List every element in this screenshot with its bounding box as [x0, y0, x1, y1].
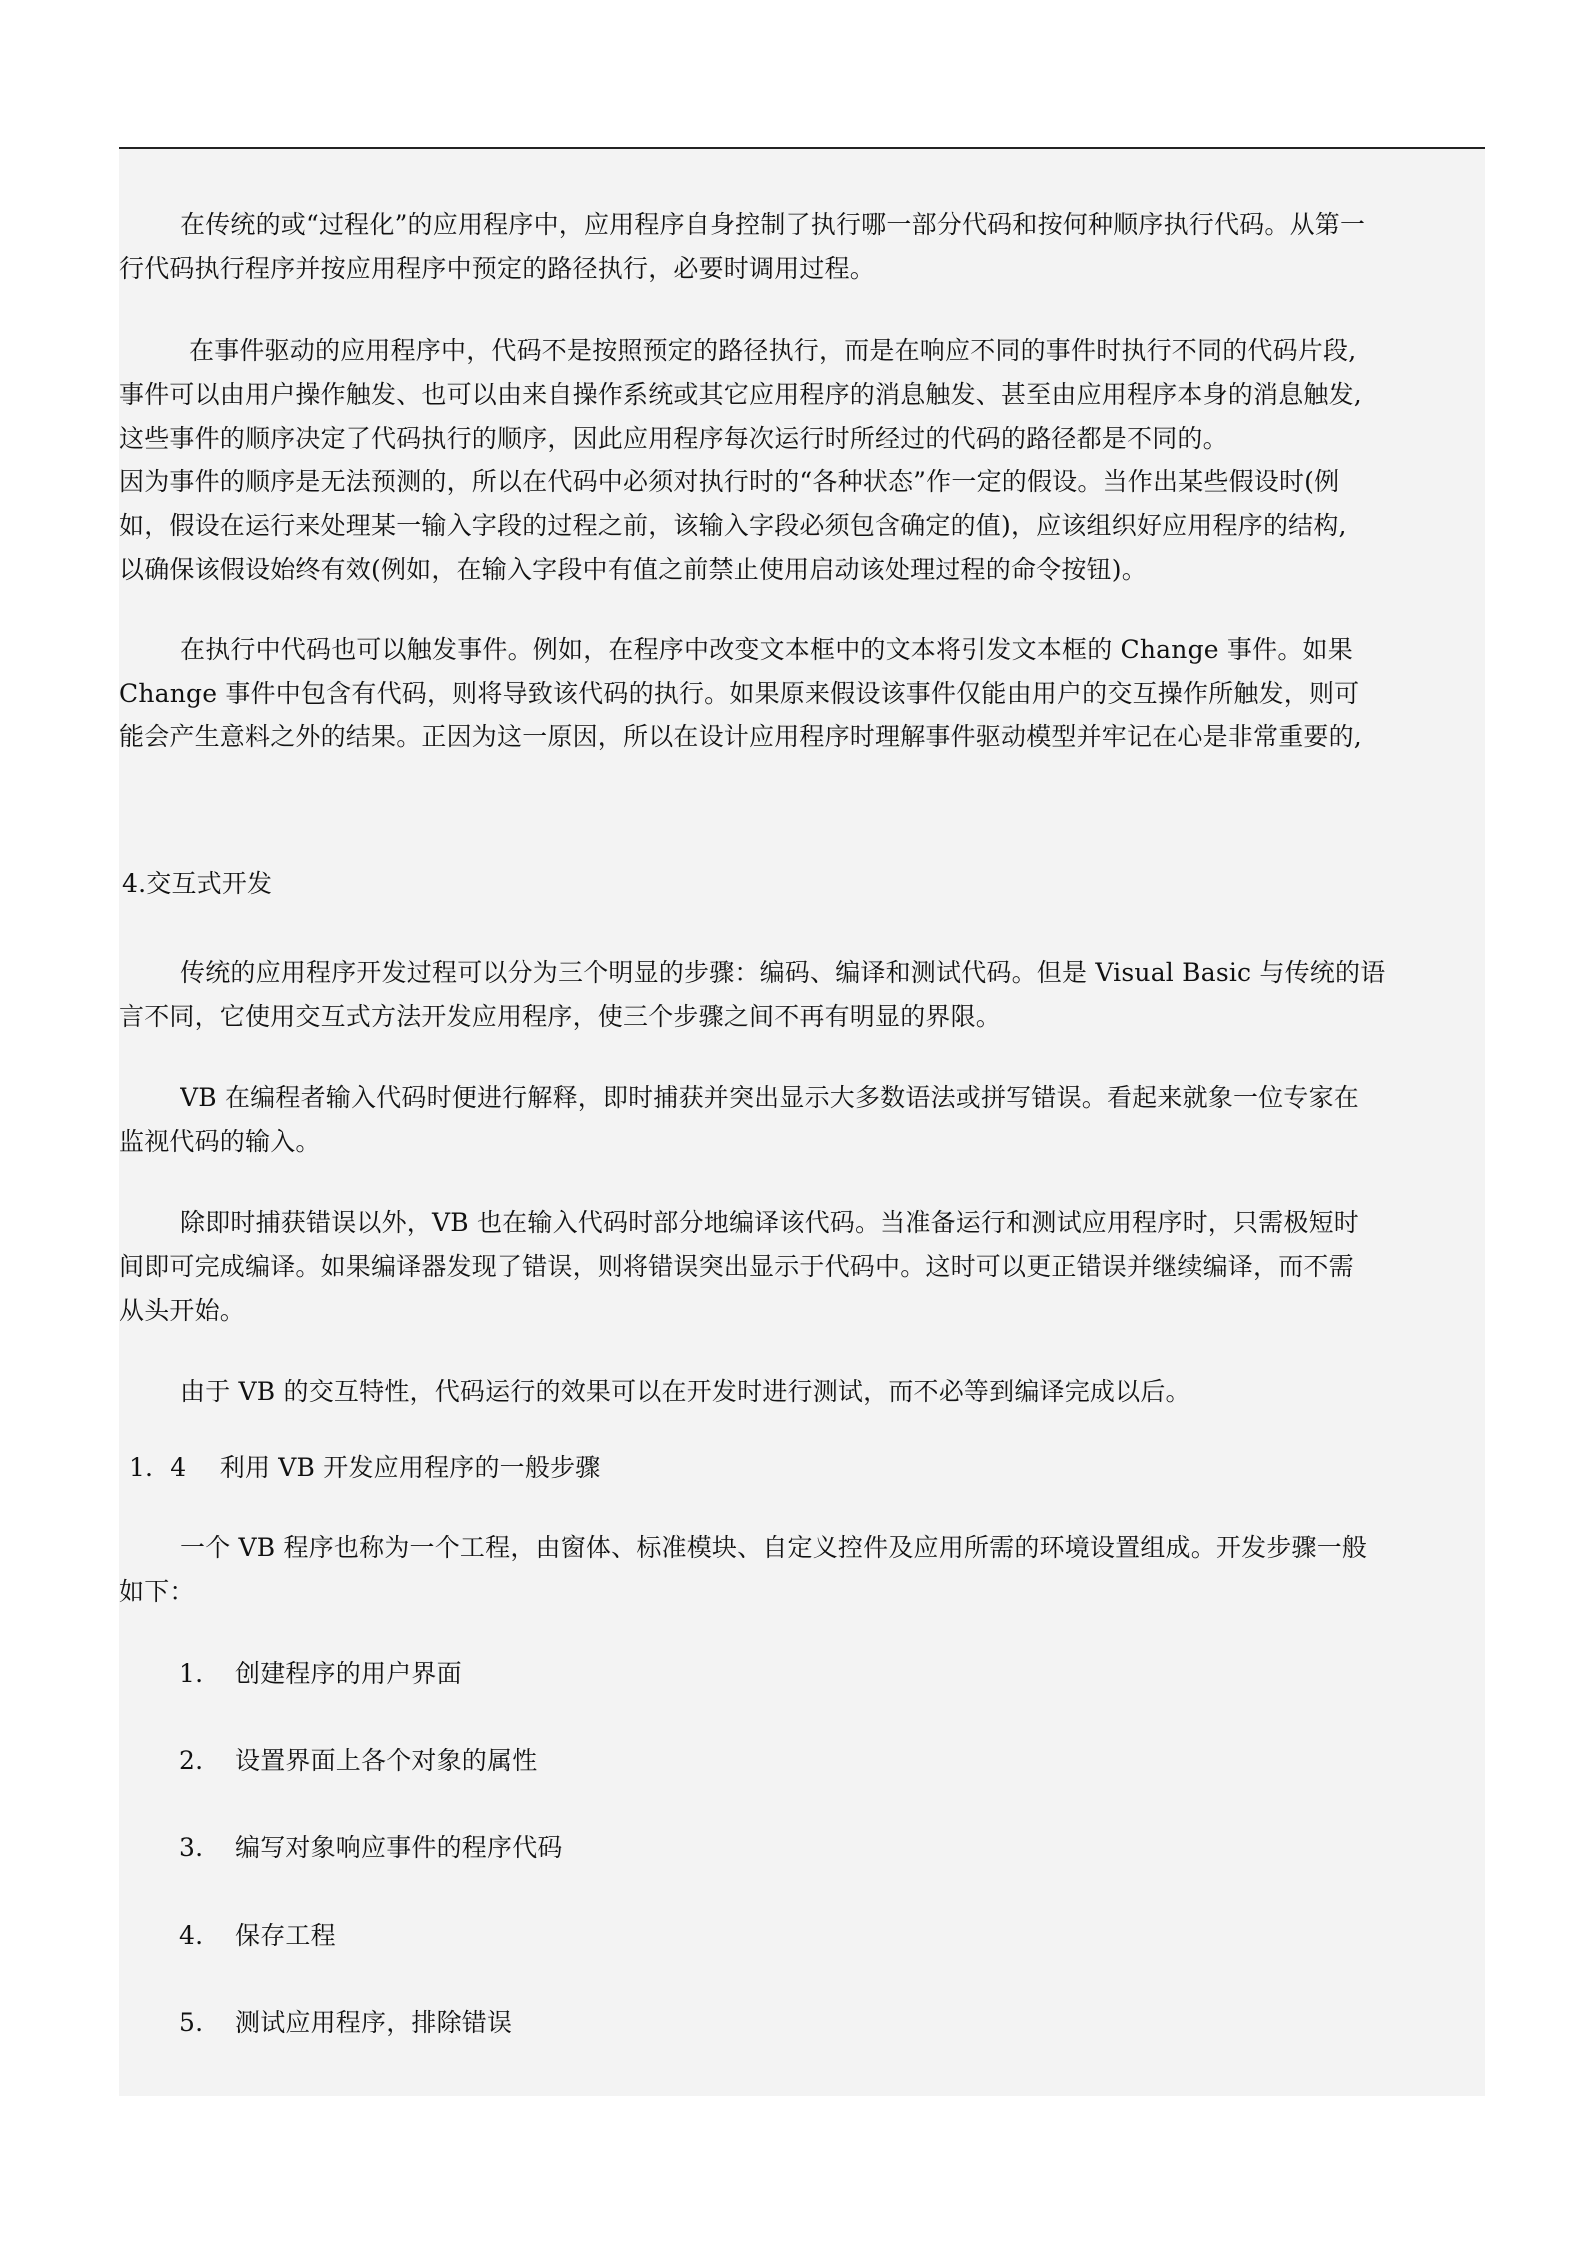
section-paragraph-3-line-1: 除即时捕获错误以外，VB 也在输入代码时部分地编译该代码。当准备运行和测试应用程序时，只需极短时 [180, 1208, 1359, 1237]
step-item [179, 2003, 1479, 2043]
step-item [179, 1654, 1479, 1694]
step-number: 5. [179, 2008, 204, 2037]
step-number: 1. [179, 1659, 204, 1688]
paragraph-2-line-2: 事件可以由用户操作触发、也可以由来自操作系统或其它应用程序的消息触发、甚至由应用程序本身的消息触发, [119, 380, 1362, 409]
section-heading: 4.交互式开发 [122, 869, 273, 898]
steps-intro-line-2: 如下： [119, 1577, 195, 1606]
step-text: 保存工程 [235, 1921, 336, 1950]
paragraph-2-line-3: 这些事件的顺序决定了代码执行的顺序，因此应用程序每次运行时所经过的代码的路径都是不同的。 [119, 424, 1228, 453]
step-text: 编写对象响应事件的程序代码 [235, 1833, 563, 1862]
section-paragraph-1-line-1: 传统的应用程序开发过程可以分为三个明显的步骤：编码、编译和测试代码。但是 Visual Basic 与传统的语 [180, 958, 1386, 987]
paragraph-1-line-1: 在传统的或“过程化”的应用程序中，应用程序自身控制了执行哪一部分代码和按何种顺序执行代码。从第一 [180, 210, 1366, 239]
step-text: 创建程序的用户界面 [235, 1659, 462, 1688]
step-item [179, 1828, 1479, 1868]
paragraph-2-line-4: 因为事件的顺序是无法预测的，所以在代码中必须对执行时的“各种状态”作一定的假设。当作出某些假设时(例 [119, 467, 1340, 496]
section-paragraph-2-line-2: 监视代码的输入。 [119, 1127, 321, 1156]
document-body [119, 149, 1485, 2096]
step-number: 4. [179, 1921, 204, 1950]
paragraph-2-line-5: 如，假设在运行来处理某一输入字段的过程之前，该输入字段必须包含确定的值)，应该组织好应用程序的结构, [119, 511, 1347, 540]
paragraph-2-line-6: 以确保该假设始终有效(例如，在输入字段中有值之前禁止使用启动该处理过程的命令按钮)。 [119, 555, 1147, 584]
section-paragraph-1-line-2: 言不同，它使用交互式方法开发应用程序，使三个步骤之间不再有明显的界限。 [119, 1002, 1002, 1031]
step-number: 3. [179, 1833, 204, 1862]
section-paragraph-2-line-1: VB 在编程者输入代码时便进行解释，即时捕获并突出显示大多数语法或拼写错误。看起来就象一位专家在 [180, 1083, 1359, 1112]
paragraph-3-line-2: Change 事件中包含有代码，则将导致该代码的执行。如果原来假设该事件仅能由用户的交互操作所触发，则可 [119, 679, 1360, 708]
step-item [179, 1916, 1479, 1956]
paragraph-3-line-3: 能会产生意料之外的结果。正因为这一原因，所以在设计应用程序时理解事件驱动模型并牢记在心是非常重要的, [119, 722, 1362, 751]
section-paragraph-3-line-3: 从头开始。 [119, 1296, 246, 1325]
step-text: 测试应用程序，排除错误 [235, 2008, 513, 2037]
section-paragraph-4-line-1: 由于 VB 的交互特性，代码运行的效果可以在开发时进行测试，而不必等到编译完成以后。 [180, 1377, 1191, 1406]
section-paragraph-3-line-2: 间即可完成编译。如果编译器发现了错误，则将错误突出显示于代码中。这时可以更正错误并继续编译，而不需 [119, 1252, 1354, 1281]
steps-intro-line-1: 一个 VB 程序也称为一个工程，由窗体、标准模块、自定义控件及应用所需的环境设置组成。开发步骤一般 [180, 1533, 1368, 1562]
paragraph-3-line-1: 在执行中代码也可以触发事件。例如，在程序中改变文本框中的文本将引发文本框的 Change 事件。如果 [180, 635, 1353, 664]
paragraph-1-line-2: 行代码执行程序并按应用程序中预定的路径执行，必要时调用过程。 [119, 254, 876, 283]
step-number: 2. [179, 1746, 204, 1775]
paragraph-2-line-1: 在事件驱动的应用程序中，代码不是按照预定的路径执行，而是在响应不同的事件时执行不同的代码片段, [189, 336, 1357, 365]
subsection-heading: 1．4 利用 VB 开发应用程序的一般步骤 [129, 1453, 601, 1482]
step-text: 设置界面上各个对象的属性 [235, 1746, 538, 1775]
step-item [179, 1741, 1479, 1781]
